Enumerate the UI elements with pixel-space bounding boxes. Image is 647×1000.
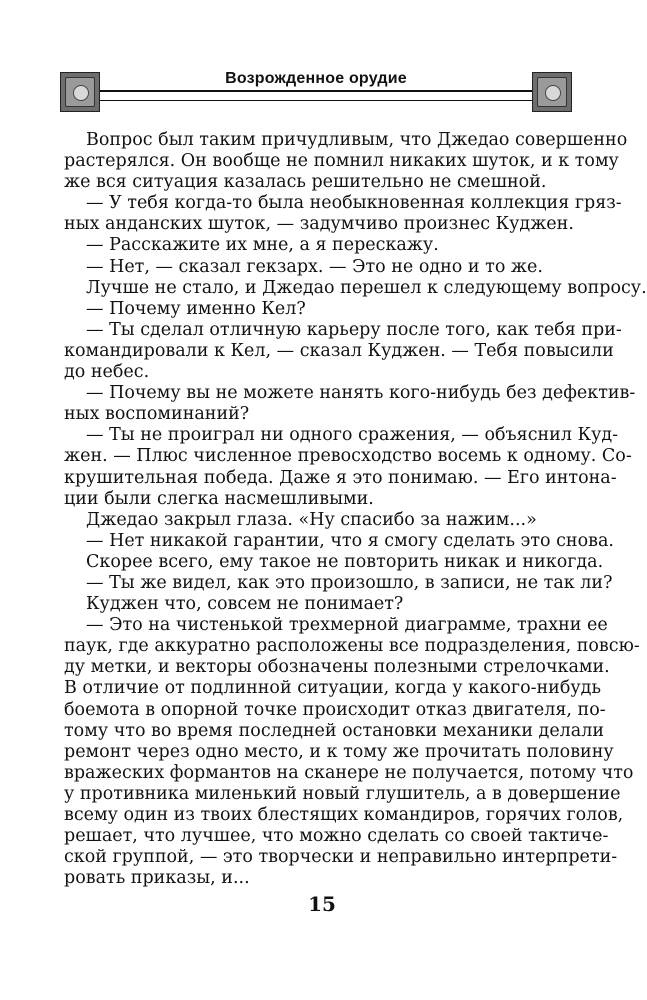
text-line: решает, что лучшее, что можно сделать со своей тактиче-: [64, 826, 609, 847]
text-line: — Нет никакой гарантии, что я смогу сделать это снова.: [86, 530, 614, 551]
text-line: — Нет, — сказал гекзарх. — Это не одно и то же.: [86, 256, 543, 277]
text-line: до небес.: [64, 362, 150, 383]
text-line: у противника миленький новый глушитель, а в довершение: [64, 783, 621, 804]
coin-emblem-icon: [532, 72, 572, 112]
text-line: всему один из твоих блестящих командиров, горячих голов,: [64, 805, 624, 825]
text-line: вражеских формантов на сканере не получается, потому что: [64, 762, 634, 783]
text-line: боемота в опорной точке происходит отказ двигателя, по-: [64, 699, 606, 720]
text-line: Лучше не стало, и Джедао перешел к следующему вопросу.: [86, 277, 647, 298]
page-number: 15: [308, 892, 336, 916]
text-line: — У тебя когда-то была необыкновенная коллекция гряз-: [86, 193, 622, 214]
text-line: Скорее всего, ему такое не повторить никак и никогда.: [86, 551, 604, 572]
running-header: [60, 72, 572, 114]
body-text: [64, 130, 647, 889]
text-line: ремонт через одно место, и к тому же прочитать половину: [64, 741, 614, 762]
text-line: — Почему именно Кел?: [86, 298, 306, 319]
text-line: командировали к Кел, — сказал Куджен. — Тебя повысили: [64, 340, 614, 361]
running-title: Возрожденное орудие: [100, 70, 532, 88]
text-line: ду метки, и векторы обозначены полезными стрелочками.: [64, 657, 610, 678]
text-line: крушительная победа. Даже я это понимаю. — Его интона-: [64, 467, 617, 488]
header-rule: [100, 90, 532, 101]
text-line: ных анданских шуток, — задумчиво произнес Куджен.: [64, 214, 574, 235]
text-line: тому что во время последней остановки механики делали: [64, 720, 605, 741]
text-line: — Ты же видел, как это произошло, в записи, не так ли?: [86, 572, 613, 593]
text-line: Вопрос был таким причудливым, что Джедао совершенно: [86, 130, 628, 150]
text-line: ской группой, — это творчески и неправильно интерпрети-: [64, 847, 618, 868]
text-line: В отличие от подлинной ситуации, когда у какого-нибудь: [64, 678, 601, 699]
text-line: — Расскажите их мне, а я перескажу.: [86, 235, 439, 256]
text-line: — Ты не проиграл ни одного сражения, — объяснил Куд-: [86, 425, 619, 446]
coin-emblem-icon: [60, 72, 100, 112]
text-line: Джедао закрыл глаза. «Ну спасибо за нажим...»: [86, 509, 537, 530]
text-line: — Это на чистенькой трехмерной диаграмме, трахни ее: [86, 615, 608, 636]
text-line: растерялся. Он вообще не помнил никаких шуток, и к тому: [64, 151, 619, 172]
text-line: же вся ситуация казалась решительно не смешной.: [64, 172, 547, 193]
text-line: — Почему вы не можете нанять кого-нибудь без дефектив-: [86, 383, 636, 404]
text-line: — Ты сделал отличную карьеру после того, как тебя при-: [86, 319, 622, 340]
text-line: Куджен что, совсем не понимает?: [86, 594, 404, 615]
text-line: ции были слегка насмешливыми.: [64, 488, 374, 509]
text-line: ровать приказы, и...: [64, 868, 250, 889]
text-line: ных воспоминаний?: [64, 404, 250, 425]
text-line: жен. — Плюс численное превосходство восемь к одному. Со-: [64, 446, 632, 467]
text-line: паук, где аккуратно расположены все подразделения, повсю-: [64, 636, 640, 657]
